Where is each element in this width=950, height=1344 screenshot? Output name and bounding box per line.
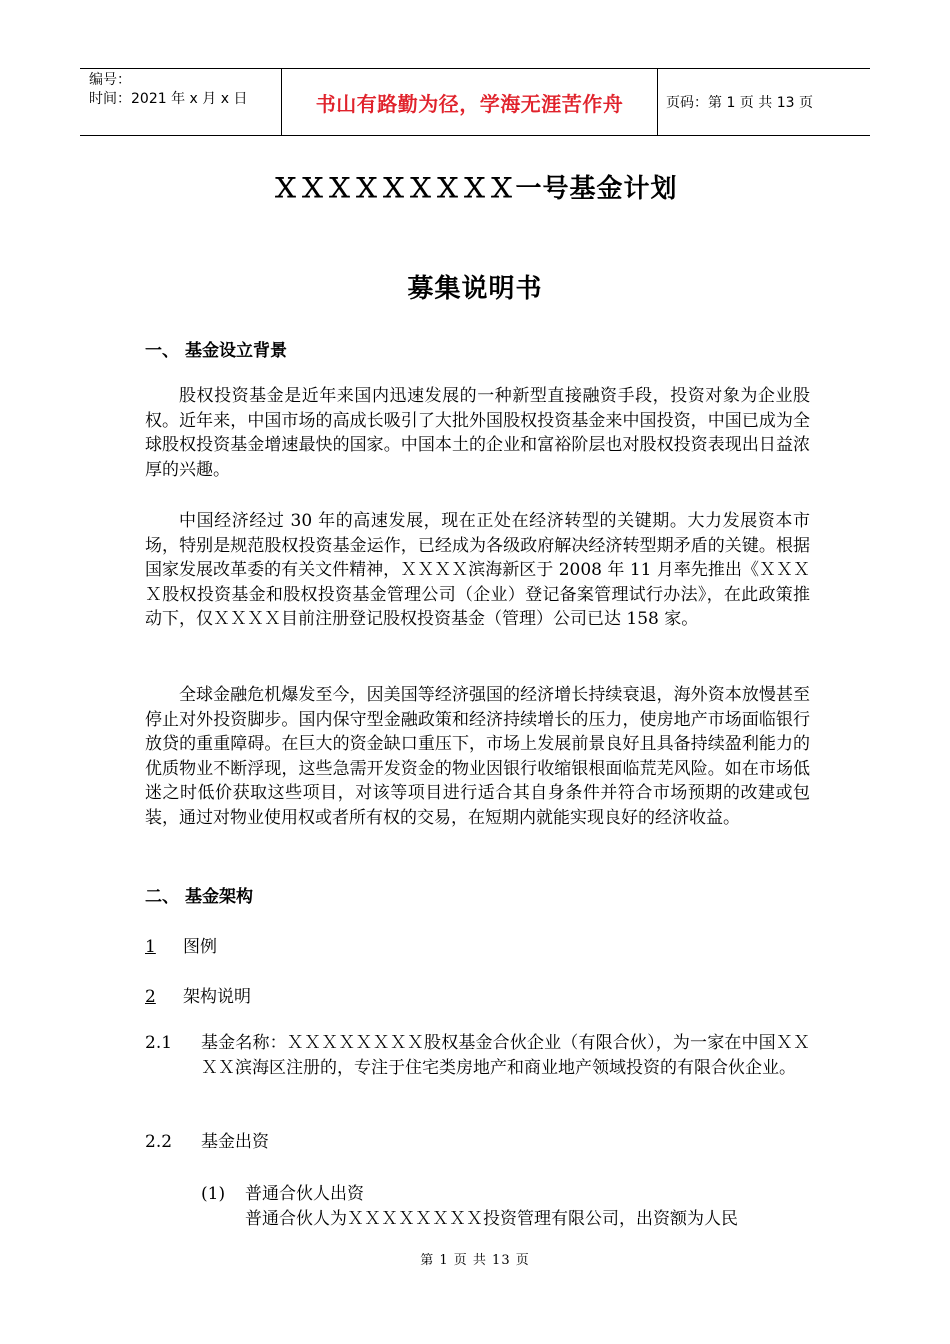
subsection-label: 图例	[183, 937, 217, 957]
clause-2-1	[145, 1031, 810, 1080]
header-page-info: 页码：第 1 页 共 13 页	[666, 95, 813, 111]
subsection-number: 2	[145, 987, 156, 1007]
clause-text: 基金出资	[201, 1132, 269, 1152]
list-item-text: 普通合伙人为ＸＸＸＸＸＸＸＸ投资管理有限公司，出资额为人民	[245, 1208, 738, 1229]
document-number-label: 编号：	[89, 72, 131, 88]
clause-number: 2.1	[145, 1033, 173, 1053]
section-heading	[145, 336, 287, 361]
section-number: 一、	[145, 341, 179, 361]
paragraph: 全球金融危机爆发至今，因美国等经济强国的经济增长持续衰退，海外资本放慢甚至停止对外投资脚步。国内保守型金融政策和经济持续增长的压力，使房地产市场面临银行放贷的重重障碍。在巨大的资金缺口重压下，市场上发展前景良好且具备持续盈利能力的优质物业不断浮现，这些急需开发资金的物业因银行收缩银根面临荒芜风险。如在市场低迷之时低价获取这些项目，对该等项目进行适合其自身条件并符合市场预期的改建或包装，通过对物业使用权或者所有权的交易，在短期内就能实现良好的经济收益。	[145, 685, 810, 828]
section-title: 基金架构	[185, 887, 253, 907]
subsection-number: 1	[145, 937, 156, 957]
list-item-title: 普通合伙人出资	[245, 1184, 364, 1204]
clause-text: 基金名称：ＸＸＸＸＸＸＸＸ股权基金合伙企业（有限合伙），为一家在中国ＸＸＸＸ滨海区注册的，专注于住宅类房地产和商业地产领域投资的有限合伙企业。	[201, 1033, 810, 1078]
section-number: 二、	[145, 887, 179, 907]
paragraph: 中国经济经过 30 年的高速发展，现在正处在经济转型的关键期。大力发展资本市场，特别是规范股权投资基金运作，已经成为各级政府解决经济转型期矛盾的关键。根据国家发展改革委的有关文件精神，ＸＸＸＸ滨海新区于 2008 年 11 月率先推出《ＸＸＸＸ股权投资基金和股权投资基金管理公司（企业）登记备案管理试行办法》，在此政策推动下，仅ＸＸＸＸ目前注册登记股权投资基金（管理）公司已达 158 家。	[145, 511, 810, 629]
document-date: 时间：2021 年 x 月 x 日	[89, 91, 248, 107]
section-title: 基金设立背景	[185, 341, 287, 361]
clause-2-2	[145, 1130, 810, 1155]
page-header	[80, 68, 870, 136]
clause-number: 2.2	[145, 1132, 173, 1152]
document-subtitle: 募集说明书	[407, 274, 543, 304]
subsection-legend	[145, 932, 217, 957]
document-title: ＸＸＸＸＸＸＸＸＸ一号基金计划	[272, 174, 678, 204]
page-footer: 第 1 页 共 13 页	[420, 1253, 530, 1268]
paragraph: 股权投资基金是近年来国内迅速发展的一种新型直接融资手段，投资对象为企业股权。近年来，中国市场的高成长吸引了大批外国股权投资基金来中国投资，中国已成为全球股权投资基金增速最快的国家。中国本土的企业和富裕阶层也对股权投资表现出日益浓厚的兴趣。	[145, 386, 810, 480]
list-item	[201, 1182, 810, 1231]
list-item-number: (1)	[201, 1184, 226, 1204]
subsection-label: 架构说明	[183, 987, 251, 1007]
header-meta	[80, 69, 282, 135]
section-heading	[145, 882, 253, 907]
subsection-structure	[145, 982, 251, 1007]
header-motto: 书山有路勤为径，学海无涯苦作舟	[282, 69, 658, 135]
